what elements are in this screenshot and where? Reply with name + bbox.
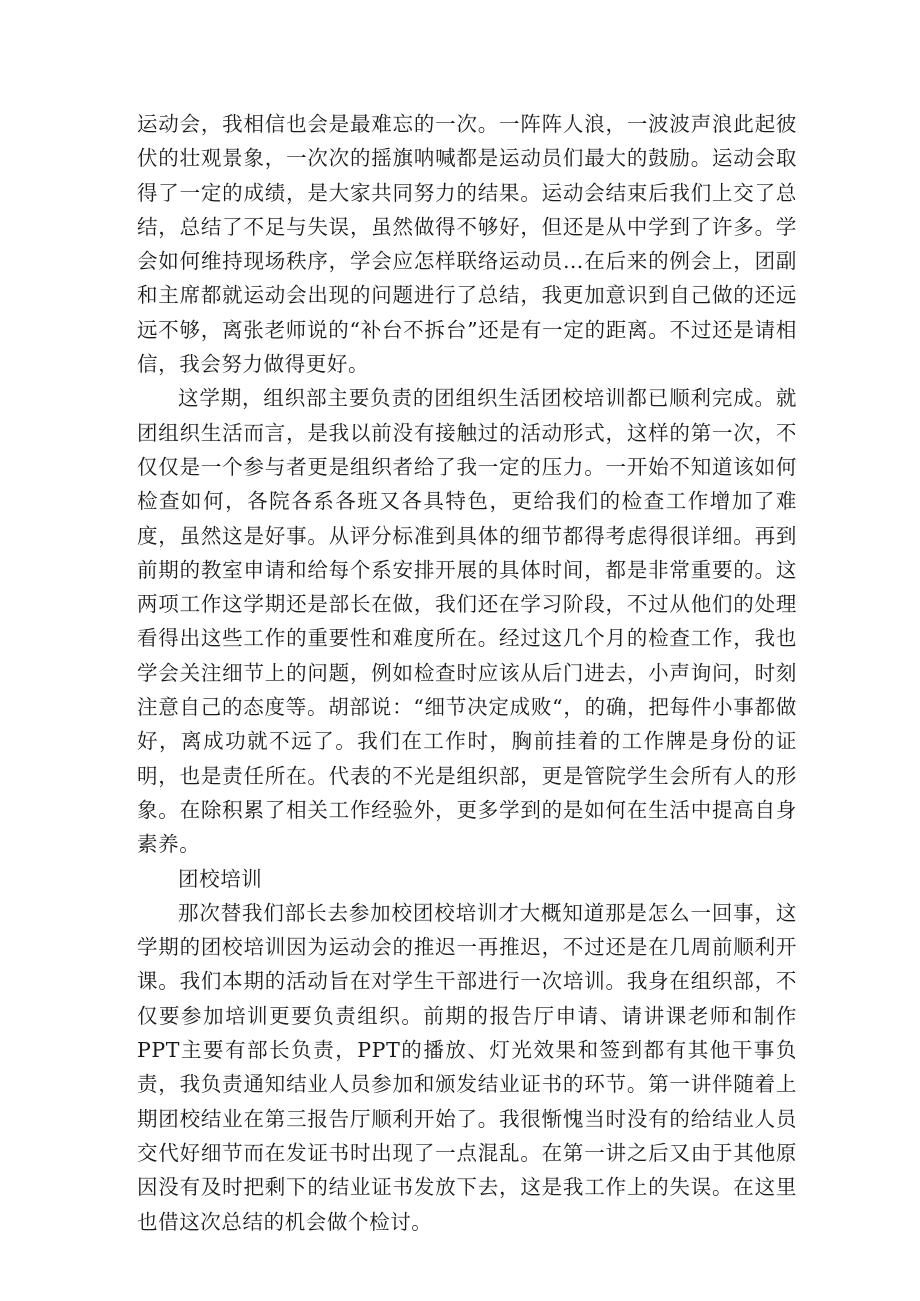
paragraph-league-school-training: 那次替我们部长去参加校团校培训才大概知道那是怎么一回事，这学期的团校培训因为运动会的推迟一再推迟，不过还是在几周前顺利开课。我们本期的活动旨在对学生干部进行一次培训。我身在组织部，不仅要参加培训更要负责组织。前期的报告厅申请、请讲课老师和制作PPT主要有部长负责，PPT的播放、灯光效果和签到都有其他干事负责，我负责通知结业人员参加和颁发结业证书的环节。第一讲伴随着上期团校结业在第三报告厅顺利开始了。我很惭愧当时没有的给结业人员交代好细节而在发证书时出现了一点混乱。在第一讲之后又由于其他原因没有及时把剩下的结业证书发放下去，这是我工作上的失误。在这里也借这次总结的机会做个检讨。 xyxy=(137,900,797,1234)
document-body xyxy=(137,107,797,1239)
paragraph-sports-meet: 运动会，我相信也会是最难忘的一次。一阵阵人浪，一波波声浪此起彼伏的壮观景象，一次次的摇旗呐喊都是运动员们最大的鼓励。运动会取得了一定的成绩，是大家共同努力的结果。运动会结束后我们上交了总结，总结了不足与失误，虽然做得不够好，但还是从中学到了许多。学会如何维持现场秩序，学会应怎样联络运动员…在后来的例会上，团副和主席都就运动会出现的问题进行了总结，我更加意识到自己做的还远远不够，离张老师说的“补台不拆台”还是有一定的距离。不过还是请相信，我会努力做得更好。 xyxy=(137,112,797,377)
paragraph-organization-dept: 这学期，组织部主要负责的团组织生活团校培训都已顺利完成。就团组织生活而言，是我以前没有接触过的活动形式，这样的第一次，不仅仅是一个参与者更是组织者给了我一定的压力。一开始不知道该如何检查如何，各院各系各班又各具特色，更给我们的检查工作增加了难度，虽然这是好事。从评分标准到具体的细节都得考虑得很详细。再到前期的教室申请和给每个系安排开展的具体时间，都是非常重要的。这两项工作这学期还是部长在做，我们还在学习阶段，不过从他们的处理看得出这些工作的重要性和难度所在。经过这几个月的检查工作，我也学会关注细节上的问题，例如检查时应该从后门进去，小声询问，时刻注意自己的态度等。胡部说：“细节决定成败“，的确，把每件小事都做好，离成功就不远了。我们在工作时，胸前挂着的工作牌是身份的证明，也是责任所在。代表的不光是组织部，更是管院学生会所有人的形象。在除积累了相关工作经验外，更多学到的是如何在生活中提高自身素养。 xyxy=(137,386,797,857)
section-heading-league-school: 团校培训 xyxy=(178,866,263,891)
